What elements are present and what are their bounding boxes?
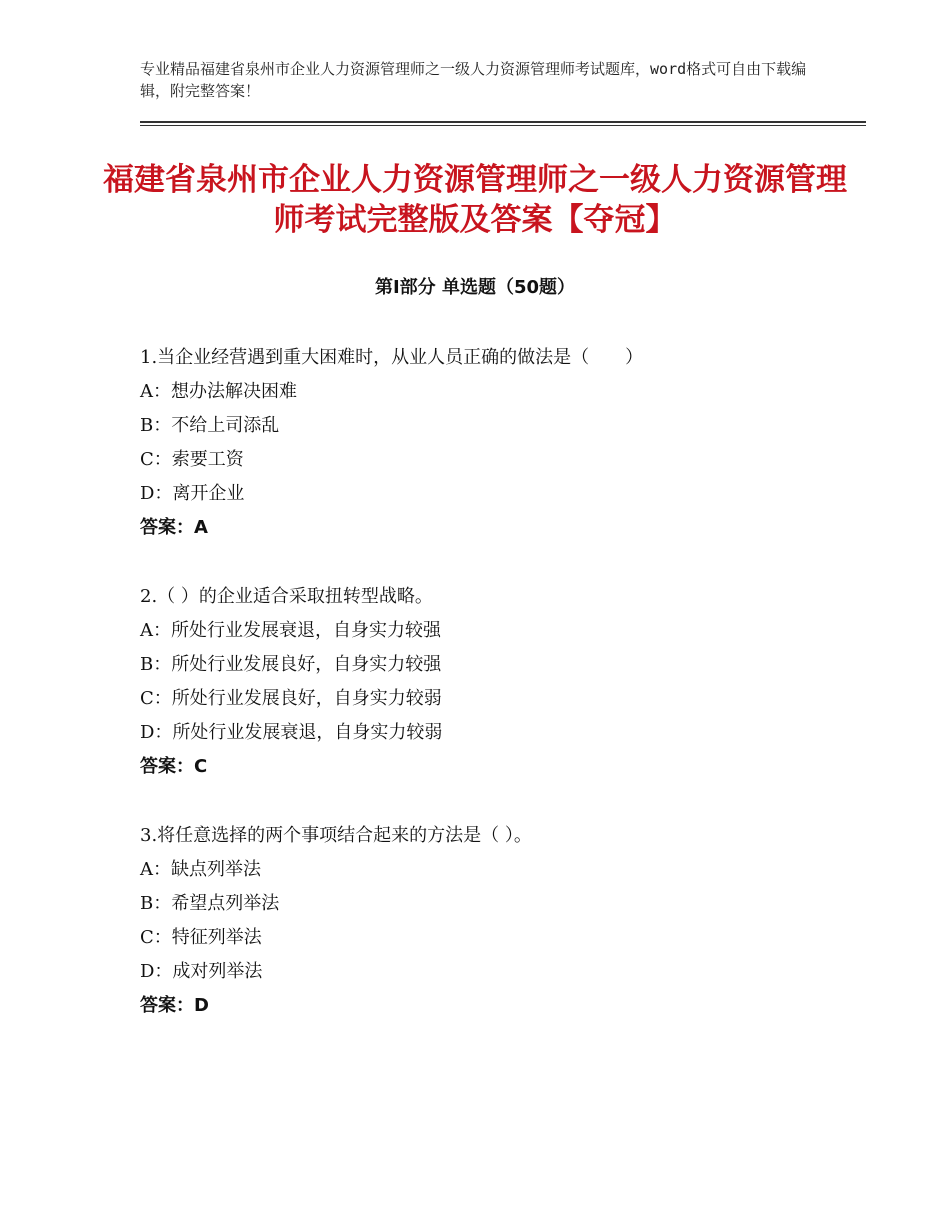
option-b: B：希望点列举法	[140, 893, 280, 914]
question-2	[140, 580, 860, 784]
question-stem: 3.将任意选择的两个事项结合起来的方法是（ ）。	[140, 825, 532, 846]
question-stem: 1.当企业经营遇到重大困难时，从业人员正确的做法是（ ）	[140, 347, 644, 368]
section-heading: 第Ⅰ部分 单选题（50题）	[374, 277, 575, 298]
option-a: A：想办法解决困难	[140, 381, 297, 402]
option-a: A：所处行业发展衰退，自身实力较强	[140, 620, 441, 641]
option-d: D：离开企业	[140, 483, 245, 504]
header-note: 专业精品福建省泉州市企业人力资源管理师之一级人力资源管理师考试题库，word格式可自由下载编辑，附完整答案！	[140, 60, 807, 100]
option-c: C：索要工资	[140, 449, 244, 470]
question-1	[140, 341, 860, 545]
option-c: C：所处行业发展良好，自身实力较弱	[140, 688, 442, 709]
option-d: D：成对列举法	[140, 961, 263, 982]
answer: 答案：A	[140, 517, 208, 538]
header-rule-thick	[140, 121, 866, 123]
header-rule-thin	[140, 125, 866, 126]
option-b: B：所处行业发展良好，自身实力较强	[140, 654, 442, 675]
option-a: A：缺点列举法	[140, 859, 261, 880]
option-d: D：所处行业发展衰退，自身实力较弱	[140, 722, 443, 743]
option-c: C：特征列举法	[140, 927, 262, 948]
question-3	[140, 819, 860, 1023]
answer: 答案：D	[140, 995, 209, 1016]
document-title: 福建省泉州市企业人力资源管理师之一级人力资源管理师考试完整版及答案【夺冠】	[103, 162, 847, 238]
answer: 答案：C	[140, 756, 208, 777]
option-b: B：不给上司添乱	[140, 415, 280, 436]
question-stem: 2.（ ）的企业适合采取扭转型战略。	[140, 586, 433, 607]
